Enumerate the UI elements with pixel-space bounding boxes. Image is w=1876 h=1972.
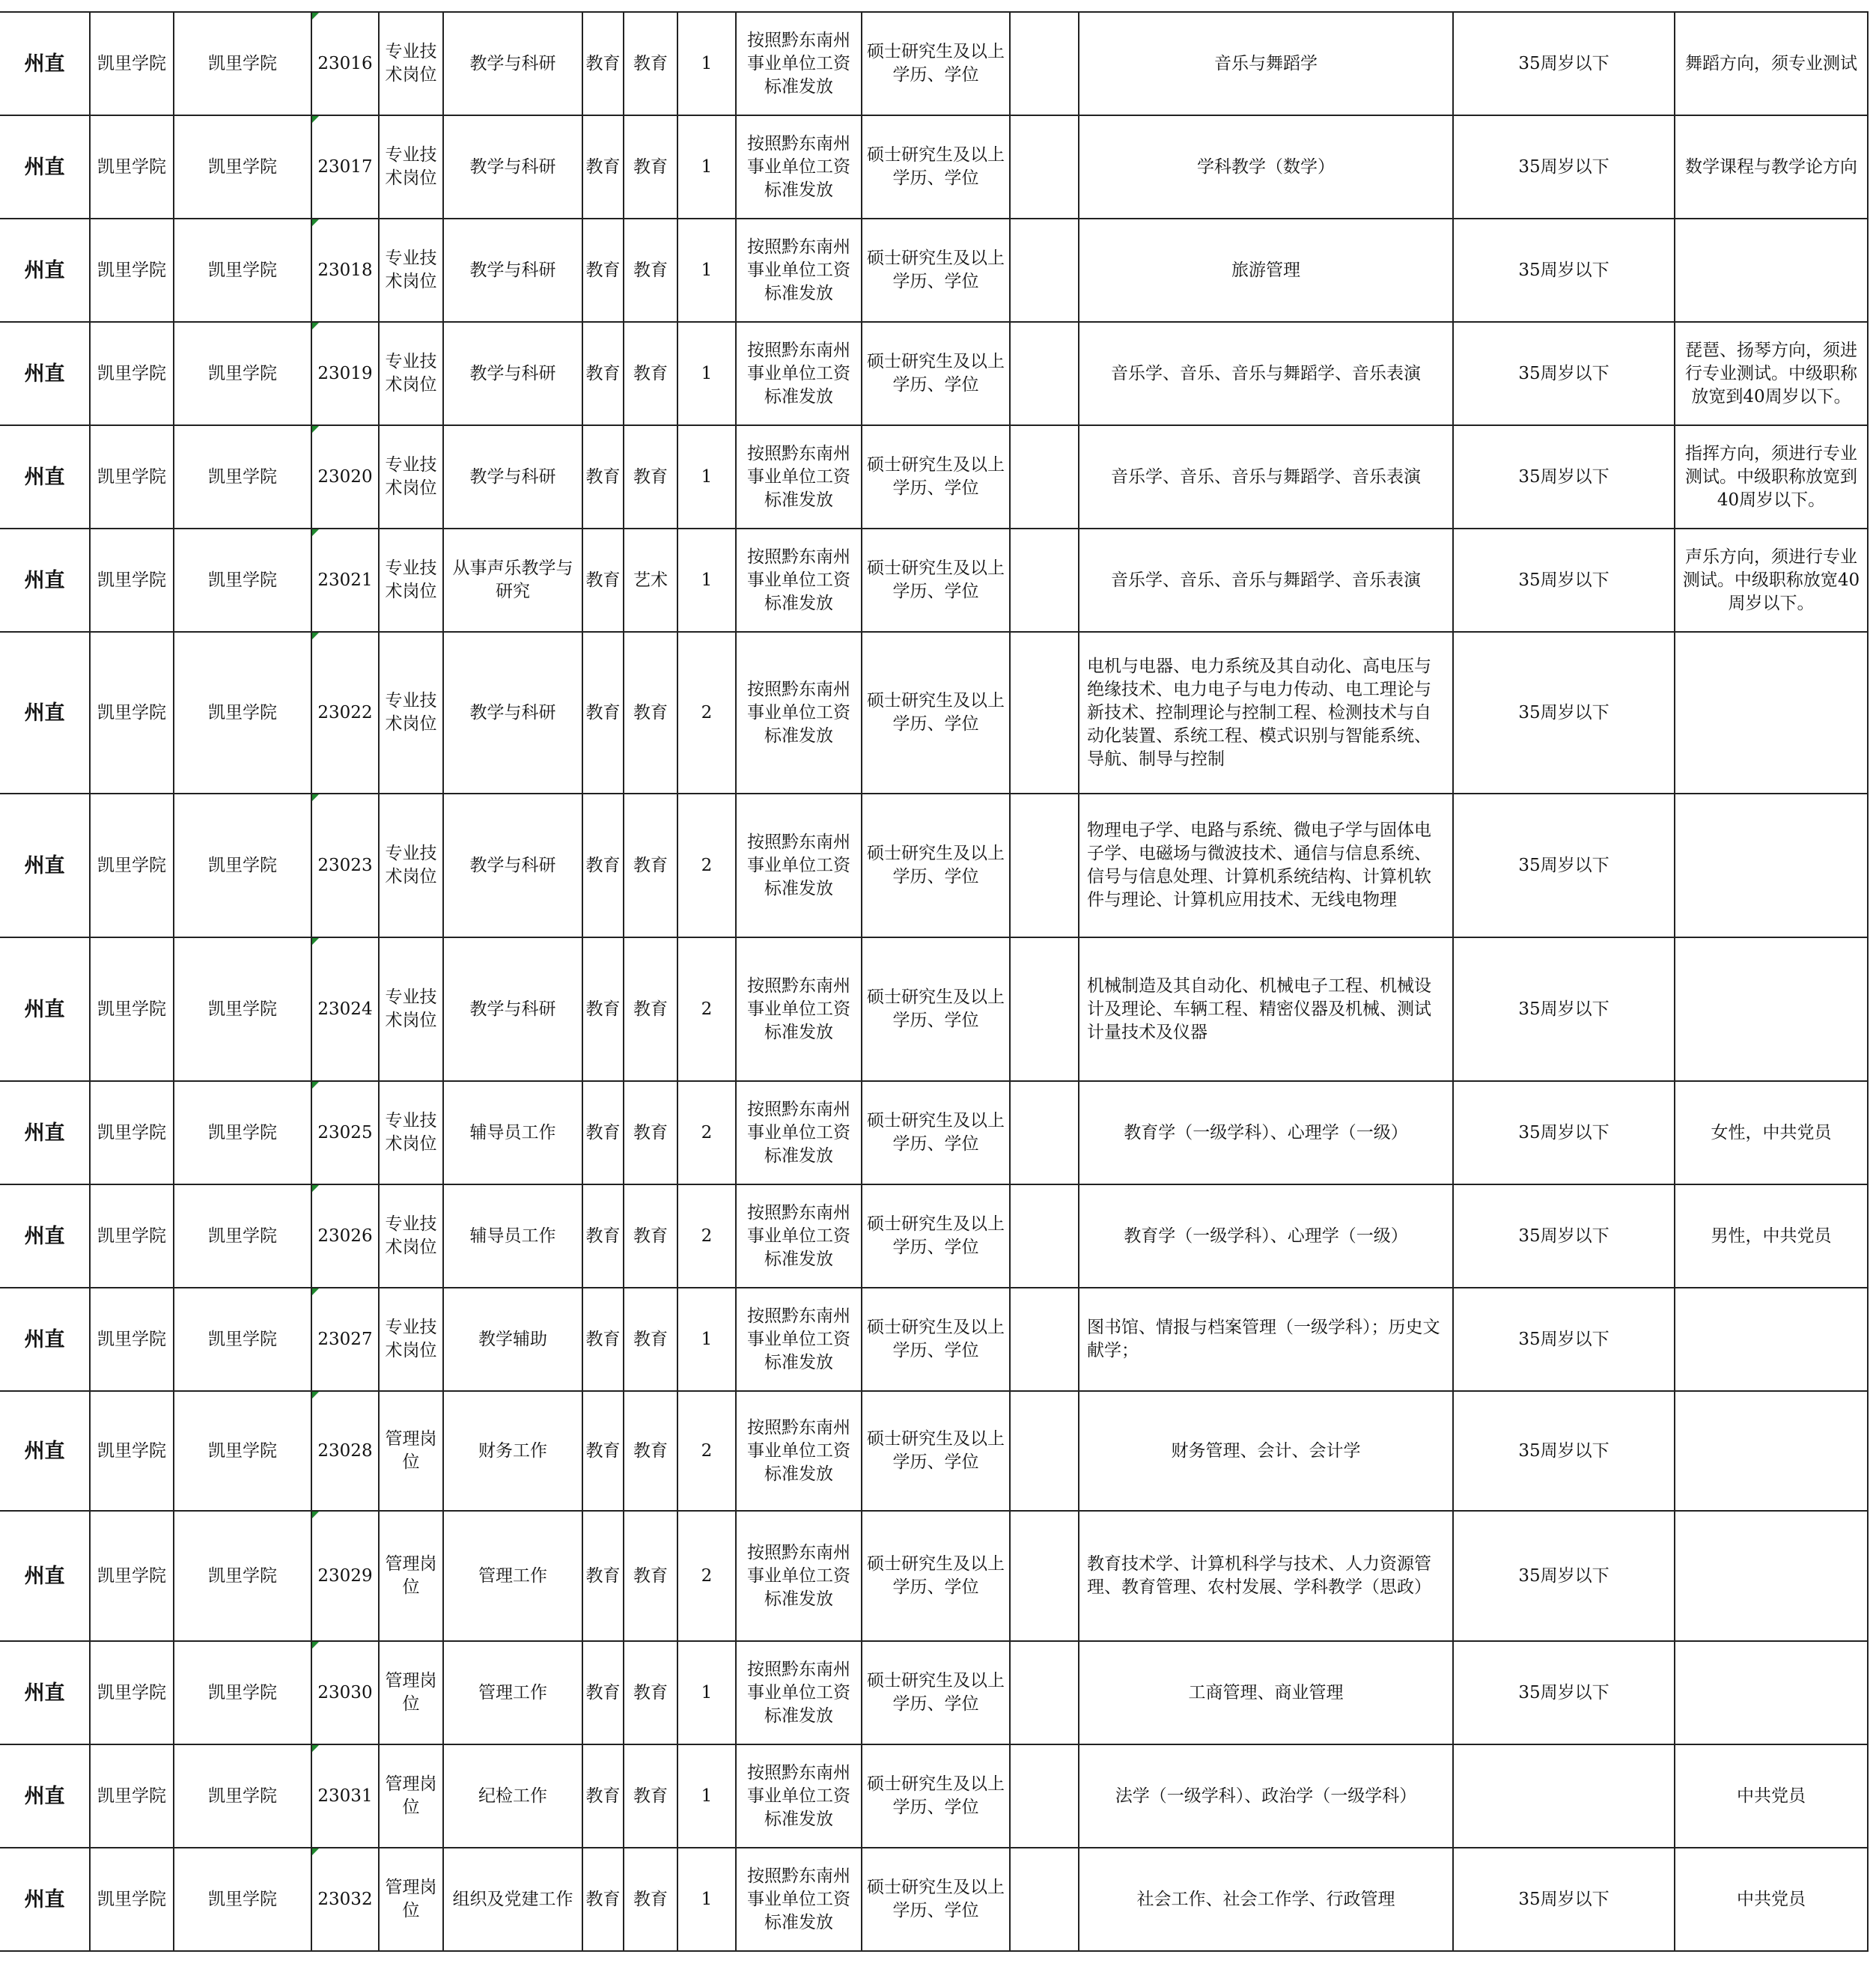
- region-cell: 州直: [0, 1744, 90, 1848]
- table-row: [0, 937, 1868, 1081]
- majors-cell: 音乐与舞蹈学: [1079, 12, 1453, 115]
- category-cell: 教育: [582, 1081, 624, 1184]
- notes-cell: 女性，中共党员: [1675, 1081, 1868, 1184]
- education-cell: 硕士研究生及以上学历、学位: [862, 115, 1010, 219]
- majors-cell: 学科教学（数学）: [1079, 115, 1453, 219]
- category-cell: 教育: [582, 1511, 624, 1641]
- age-cell: 35周岁以下: [1453, 1848, 1675, 1951]
- post-name-cell: 管理工作: [443, 1641, 582, 1744]
- majors-cell: 物理电子学、电路与系统、微电子学与固体电子学、电磁场与微波技术、通信与信息系统、信号与信息处理、计算机系统结构、计算机软件与理论、计算机应用技术、无线电物理: [1079, 794, 1453, 937]
- dept-cell: 凯里学院: [90, 632, 174, 794]
- unit-cell: 凯里学院: [174, 1081, 311, 1184]
- salary-cell: 按照黔东南州事业单位工资标准发放: [736, 425, 862, 529]
- dept-cell: 凯里学院: [90, 1081, 174, 1184]
- dept-cell: 凯里学院: [90, 219, 174, 322]
- notes-cell: [1675, 1288, 1868, 1391]
- salary-cell: 按照黔东南州事业单位工资标准发放: [736, 1391, 862, 1511]
- subcategory-cell: 教育: [624, 1641, 677, 1744]
- education-cell: 硕士研究生及以上学历、学位: [862, 1641, 1010, 1744]
- post-code-cell: 23032: [311, 1848, 379, 1951]
- category-cell: 教育: [582, 1848, 624, 1951]
- unit-cell: 凯里学院: [174, 529, 311, 632]
- education-cell: 硕士研究生及以上学历、学位: [862, 1288, 1010, 1391]
- subcategory-cell: 教育: [624, 1288, 677, 1391]
- region-cell: 州直: [0, 794, 90, 937]
- salary-cell: 按照黔东南州事业单位工资标准发放: [736, 115, 862, 219]
- post-type-cell: 专业技术岗位: [379, 115, 443, 219]
- category-cell: 教育: [582, 425, 624, 529]
- table-row: [0, 1744, 1868, 1848]
- region-cell: 州直: [0, 12, 90, 115]
- post-code-cell: 23016: [311, 12, 379, 115]
- subcategory-cell: 教育: [624, 219, 677, 322]
- category-cell: 教育: [582, 632, 624, 794]
- region-cell: 州直: [0, 1184, 90, 1288]
- blank-cell: [1010, 1848, 1079, 1951]
- region-cell: 州直: [0, 1081, 90, 1184]
- category-cell: 教育: [582, 1391, 624, 1511]
- count-cell: 1: [677, 115, 736, 219]
- notes-cell: 中共党员: [1675, 1848, 1868, 1951]
- count-cell: 2: [677, 1511, 736, 1641]
- category-cell: 教育: [582, 1184, 624, 1288]
- age-cell: 35周岁以下: [1453, 219, 1675, 322]
- post-name-cell: 组织及党建工作: [443, 1848, 582, 1951]
- count-cell: 2: [677, 632, 736, 794]
- education-cell: 硕士研究生及以上学历、学位: [862, 12, 1010, 115]
- age-cell: 35周岁以下: [1453, 322, 1675, 425]
- post-name-cell: 辅导员工作: [443, 1081, 582, 1184]
- education-cell: 硕士研究生及以上学历、学位: [862, 1744, 1010, 1848]
- education-cell: 硕士研究生及以上学历、学位: [862, 937, 1010, 1081]
- post-name-cell: 纪检工作: [443, 1744, 582, 1848]
- blank-cell: [1010, 632, 1079, 794]
- education-cell: 硕士研究生及以上学历、学位: [862, 1511, 1010, 1641]
- age-cell: 35周岁以下: [1453, 794, 1675, 937]
- education-cell: 硕士研究生及以上学历、学位: [862, 219, 1010, 322]
- subcategory-cell: 教育: [624, 1848, 677, 1951]
- subcategory-cell: 教育: [624, 794, 677, 937]
- subcategory-cell: 教育: [624, 12, 677, 115]
- post-name-cell: 教学与科研: [443, 794, 582, 937]
- dept-cell: 凯里学院: [90, 1641, 174, 1744]
- salary-cell: 按照黔东南州事业单位工资标准发放: [736, 219, 862, 322]
- notes-cell: 指挥方向，须进行专业测试。中级职称放宽到40周岁以下。: [1675, 425, 1868, 529]
- post-type-cell: 管理岗位: [379, 1511, 443, 1641]
- majors-cell: 音乐学、音乐、音乐与舞蹈学、音乐表演: [1079, 425, 1453, 529]
- unit-cell: 凯里学院: [174, 425, 311, 529]
- post-type-cell: 管理岗位: [379, 1848, 443, 1951]
- post-type-cell: 专业技术岗位: [379, 12, 443, 115]
- region-cell: 州直: [0, 1511, 90, 1641]
- education-cell: 硕士研究生及以上学历、学位: [862, 632, 1010, 794]
- category-cell: 教育: [582, 937, 624, 1081]
- age-cell: 35周岁以下: [1453, 1641, 1675, 1744]
- post-code-cell: 23031: [311, 1744, 379, 1848]
- blank-cell: [1010, 1511, 1079, 1641]
- count-cell: 2: [677, 1184, 736, 1288]
- post-code-cell: 23024: [311, 937, 379, 1081]
- post-type-cell: 专业技术岗位: [379, 632, 443, 794]
- blank-cell: [1010, 425, 1079, 529]
- region-cell: 州直: [0, 115, 90, 219]
- region-cell: 州直: [0, 529, 90, 632]
- salary-cell: 按照黔东南州事业单位工资标准发放: [736, 1641, 862, 1744]
- post-type-cell: 专业技术岗位: [379, 1081, 443, 1184]
- subcategory-cell: 教育: [624, 1184, 677, 1288]
- category-cell: 教育: [582, 1744, 624, 1848]
- unit-cell: 凯里学院: [174, 794, 311, 937]
- age-cell: 35周岁以下: [1453, 1288, 1675, 1391]
- dept-cell: 凯里学院: [90, 937, 174, 1081]
- count-cell: 2: [677, 1081, 736, 1184]
- salary-cell: 按照黔东南州事业单位工资标准发放: [736, 12, 862, 115]
- post-code-cell: 23027: [311, 1288, 379, 1391]
- post-type-cell: 管理岗位: [379, 1641, 443, 1744]
- salary-cell: 按照黔东南州事业单位工资标准发放: [736, 529, 862, 632]
- count-cell: 1: [677, 219, 736, 322]
- region-cell: 州直: [0, 632, 90, 794]
- education-cell: 硕士研究生及以上学历、学位: [862, 1184, 1010, 1288]
- table-row: [0, 1184, 1868, 1288]
- dept-cell: 凯里学院: [90, 1511, 174, 1641]
- subcategory-cell: 教育: [624, 115, 677, 219]
- category-cell: 教育: [582, 1641, 624, 1744]
- education-cell: 硕士研究生及以上学历、学位: [862, 1391, 1010, 1511]
- unit-cell: 凯里学院: [174, 322, 311, 425]
- unit-cell: 凯里学院: [174, 1641, 311, 1744]
- post-name-cell: 教学与科研: [443, 322, 582, 425]
- blank-cell: [1010, 1288, 1079, 1391]
- table-row: [0, 632, 1868, 794]
- dept-cell: 凯里学院: [90, 1184, 174, 1288]
- post-name-cell: 教学与科研: [443, 632, 582, 794]
- subcategory-cell: 教育: [624, 1511, 677, 1641]
- notes-cell: 数学课程与教学论方向: [1675, 115, 1868, 219]
- blank-cell: [1010, 1391, 1079, 1511]
- blank-cell: [1010, 529, 1079, 632]
- subcategory-cell: 艺术: [624, 529, 677, 632]
- subcategory-cell: 教育: [624, 322, 677, 425]
- blank-cell: [1010, 12, 1079, 115]
- category-cell: 教育: [582, 115, 624, 219]
- majors-cell: 财务管理、会计、会计学: [1079, 1391, 1453, 1511]
- salary-cell: 按照黔东南州事业单位工资标准发放: [736, 937, 862, 1081]
- unit-cell: 凯里学院: [174, 1744, 311, 1848]
- salary-cell: 按照黔东南州事业单位工资标准发放: [736, 1511, 862, 1641]
- notes-cell: [1675, 1391, 1868, 1511]
- dept-cell: 凯里学院: [90, 425, 174, 529]
- subcategory-cell: 教育: [624, 632, 677, 794]
- notes-cell: [1675, 794, 1868, 937]
- notes-cell: [1675, 632, 1868, 794]
- post-code-cell: 23019: [311, 322, 379, 425]
- age-cell: 35周岁以下: [1453, 529, 1675, 632]
- blank-cell: [1010, 219, 1079, 322]
- salary-cell: 按照黔东南州事业单位工资标准发放: [736, 794, 862, 937]
- salary-cell: 按照黔东南州事业单位工资标准发放: [736, 1744, 862, 1848]
- dept-cell: 凯里学院: [90, 322, 174, 425]
- post-code-cell: 23030: [311, 1641, 379, 1744]
- unit-cell: 凯里学院: [174, 1288, 311, 1391]
- majors-cell: 音乐学、音乐、音乐与舞蹈学、音乐表演: [1079, 529, 1453, 632]
- unit-cell: 凯里学院: [174, 1848, 311, 1951]
- majors-cell: 机械制造及其自动化、机械电子工程、机械设计及理论、车辆工程、精密仪器及机械、测试计量技术及仪器: [1079, 937, 1453, 1081]
- post-code-cell: 23025: [311, 1081, 379, 1184]
- dept-cell: 凯里学院: [90, 529, 174, 632]
- post-name-cell: 教学与科研: [443, 937, 582, 1081]
- table-row: [0, 794, 1868, 937]
- post-code-cell: 23021: [311, 529, 379, 632]
- table-row: [0, 12, 1868, 115]
- majors-cell: 社会工作、社会工作学、行政管理: [1079, 1848, 1453, 1951]
- blank-cell: [1010, 794, 1079, 937]
- post-code-cell: 23017: [311, 115, 379, 219]
- post-type-cell: 专业技术岗位: [379, 529, 443, 632]
- age-cell: 35周岁以下: [1453, 632, 1675, 794]
- age-cell: 35周岁以下: [1453, 937, 1675, 1081]
- region-cell: 州直: [0, 937, 90, 1081]
- post-code-cell: 23022: [311, 632, 379, 794]
- subcategory-cell: 教育: [624, 425, 677, 529]
- majors-cell: 教育学（一级学科）、心理学（一级）: [1079, 1081, 1453, 1184]
- post-type-cell: 专业技术岗位: [379, 425, 443, 529]
- subcategory-cell: 教育: [624, 1081, 677, 1184]
- count-cell: 1: [677, 1744, 736, 1848]
- education-cell: 硕士研究生及以上学历、学位: [862, 794, 1010, 937]
- category-cell: 教育: [582, 219, 624, 322]
- region-cell: 州直: [0, 1391, 90, 1511]
- count-cell: 1: [677, 1641, 736, 1744]
- blank-cell: [1010, 115, 1079, 219]
- post-code-cell: 23020: [311, 425, 379, 529]
- notes-cell: 声乐方向，须进行专业测试。中级职称放宽40周岁以下。: [1675, 529, 1868, 632]
- unit-cell: 凯里学院: [174, 12, 311, 115]
- salary-cell: 按照黔东南州事业单位工资标准发放: [736, 632, 862, 794]
- dept-cell: 凯里学院: [90, 1744, 174, 1848]
- notes-cell: 男性，中共党员: [1675, 1184, 1868, 1288]
- majors-cell: 法学（一级学科）、政治学（一级学科）: [1079, 1744, 1453, 1848]
- blank-cell: [1010, 1744, 1079, 1848]
- post-name-cell: 教学与科研: [443, 425, 582, 529]
- post-name-cell: 辅导员工作: [443, 1184, 582, 1288]
- region-cell: 州直: [0, 425, 90, 529]
- count-cell: 1: [677, 12, 736, 115]
- post-type-cell: 专业技术岗位: [379, 937, 443, 1081]
- age-cell: 35周岁以下: [1453, 1184, 1675, 1288]
- count-cell: 1: [677, 425, 736, 529]
- majors-cell: 教育学（一级学科）、心理学（一级）: [1079, 1184, 1453, 1288]
- dept-cell: 凯里学院: [90, 12, 174, 115]
- table-row: [0, 425, 1868, 529]
- majors-cell: 电机与电器、电力系统及其自动化、高电压与绝缘技术、电力电子与电力传动、电工理论与新技术、控制理论与控制工程、检测技术与自动化装置、系统工程、模式识别与智能系统、导航、制导与控制: [1079, 632, 1453, 794]
- unit-cell: 凯里学院: [174, 115, 311, 219]
- notes-cell: [1675, 937, 1868, 1081]
- table-row: [0, 1511, 1868, 1641]
- table-row: [0, 115, 1868, 219]
- age-cell: 35周岁以下: [1453, 1511, 1675, 1641]
- table-row: [0, 322, 1868, 425]
- unit-cell: 凯里学院: [174, 219, 311, 322]
- blank-cell: [1010, 937, 1079, 1081]
- table-row: [0, 1081, 1868, 1184]
- post-name-cell: 财务工作: [443, 1391, 582, 1511]
- post-code-cell: 23028: [311, 1391, 379, 1511]
- blank-cell: [1010, 1081, 1079, 1184]
- blank-cell: [1010, 1184, 1079, 1288]
- blank-cell: [1010, 1641, 1079, 1744]
- recruitment-table: [0, 11, 1869, 1952]
- education-cell: 硕士研究生及以上学历、学位: [862, 1848, 1010, 1951]
- post-code-cell: 23026: [311, 1184, 379, 1288]
- post-type-cell: 专业技术岗位: [379, 794, 443, 937]
- majors-cell: 旅游管理: [1079, 219, 1453, 322]
- dept-cell: 凯里学院: [90, 1848, 174, 1951]
- salary-cell: 按照黔东南州事业单位工资标准发放: [736, 1184, 862, 1288]
- dept-cell: 凯里学院: [90, 794, 174, 937]
- post-type-cell: 管理岗位: [379, 1391, 443, 1511]
- age-cell: 35周岁以下: [1453, 1391, 1675, 1511]
- age-cell: 35周岁以下: [1453, 115, 1675, 219]
- notes-cell: [1675, 1641, 1868, 1744]
- majors-cell: 教育技术学、计算机科学与技术、人力资源管理、教育管理、农村发展、学科教学（思政）: [1079, 1511, 1453, 1641]
- education-cell: 硕士研究生及以上学历、学位: [862, 425, 1010, 529]
- post-code-cell: 23018: [311, 219, 379, 322]
- category-cell: 教育: [582, 12, 624, 115]
- dept-cell: 凯里学院: [90, 115, 174, 219]
- table-row: [0, 529, 1868, 632]
- region-cell: 州直: [0, 1288, 90, 1391]
- age-cell: 35周岁以下: [1453, 1081, 1675, 1184]
- post-type-cell: 管理岗位: [379, 1744, 443, 1848]
- table-row: [0, 219, 1868, 322]
- age-cell: 35周岁以下: [1453, 425, 1675, 529]
- blank-cell: [1010, 322, 1079, 425]
- unit-cell: 凯里学院: [174, 937, 311, 1081]
- salary-cell: 按照黔东南州事业单位工资标准发放: [736, 1848, 862, 1951]
- post-code-cell: 23029: [311, 1511, 379, 1641]
- count-cell: 2: [677, 794, 736, 937]
- post-type-cell: 专业技术岗位: [379, 1184, 443, 1288]
- post-type-cell: 专业技术岗位: [379, 219, 443, 322]
- table-row: [0, 1288, 1868, 1391]
- notes-cell: 中共党员: [1675, 1744, 1868, 1848]
- subcategory-cell: 教育: [624, 1744, 677, 1848]
- post-code-cell: 23023: [311, 794, 379, 937]
- majors-cell: 图书馆、情报与档案管理（一级学科）；历史文献学；: [1079, 1288, 1453, 1391]
- notes-cell: [1675, 1511, 1868, 1641]
- post-name-cell: 从事声乐教学与研究: [443, 529, 582, 632]
- table-row: [0, 1391, 1868, 1511]
- region-cell: 州直: [0, 219, 90, 322]
- age-cell: 35周岁以下: [1453, 12, 1675, 115]
- count-cell: 1: [677, 1848, 736, 1951]
- age-cell: [1453, 1744, 1675, 1848]
- count-cell: 2: [677, 1391, 736, 1511]
- category-cell: 教育: [582, 529, 624, 632]
- unit-cell: 凯里学院: [174, 1391, 311, 1511]
- table-row: [0, 1641, 1868, 1744]
- post-name-cell: 教学辅助: [443, 1288, 582, 1391]
- education-cell: 硕士研究生及以上学历、学位: [862, 1081, 1010, 1184]
- notes-cell: [1675, 219, 1868, 322]
- region-cell: 州直: [0, 1848, 90, 1951]
- majors-cell: 音乐学、音乐、音乐与舞蹈学、音乐表演: [1079, 322, 1453, 425]
- notes-cell: 舞蹈方向，须专业测试: [1675, 12, 1868, 115]
- salary-cell: 按照黔东南州事业单位工资标准发放: [736, 1288, 862, 1391]
- table-body: [0, 12, 1868, 1951]
- subcategory-cell: 教育: [624, 1391, 677, 1511]
- region-cell: 州直: [0, 322, 90, 425]
- post-name-cell: 管理工作: [443, 1511, 582, 1641]
- unit-cell: 凯里学院: [174, 1184, 311, 1288]
- unit-cell: 凯里学院: [174, 632, 311, 794]
- count-cell: 1: [677, 322, 736, 425]
- post-type-cell: 专业技术岗位: [379, 322, 443, 425]
- dept-cell: 凯里学院: [90, 1391, 174, 1511]
- category-cell: 教育: [582, 1288, 624, 1391]
- count-cell: 1: [677, 1288, 736, 1391]
- subcategory-cell: 教育: [624, 937, 677, 1081]
- table-row: [0, 1848, 1868, 1951]
- education-cell: 硕士研究生及以上学历、学位: [862, 322, 1010, 425]
- category-cell: 教育: [582, 794, 624, 937]
- dept-cell: 凯里学院: [90, 1288, 174, 1391]
- notes-cell: 琵琶、扬琴方向，须进行专业测试。中级职称放宽到40周岁以下。: [1675, 322, 1868, 425]
- post-type-cell: 专业技术岗位: [379, 1288, 443, 1391]
- post-name-cell: 教学与科研: [443, 12, 582, 115]
- unit-cell: 凯里学院: [174, 1511, 311, 1641]
- category-cell: 教育: [582, 322, 624, 425]
- post-name-cell: 教学与科研: [443, 115, 582, 219]
- post-name-cell: 教学与科研: [443, 219, 582, 322]
- salary-cell: 按照黔东南州事业单位工资标准发放: [736, 322, 862, 425]
- count-cell: 2: [677, 937, 736, 1081]
- region-cell: 州直: [0, 1641, 90, 1744]
- majors-cell: 工商管理、商业管理: [1079, 1641, 1453, 1744]
- salary-cell: 按照黔东南州事业单位工资标准发放: [736, 1081, 862, 1184]
- count-cell: 1: [677, 529, 736, 632]
- education-cell: 硕士研究生及以上学历、学位: [862, 529, 1010, 632]
